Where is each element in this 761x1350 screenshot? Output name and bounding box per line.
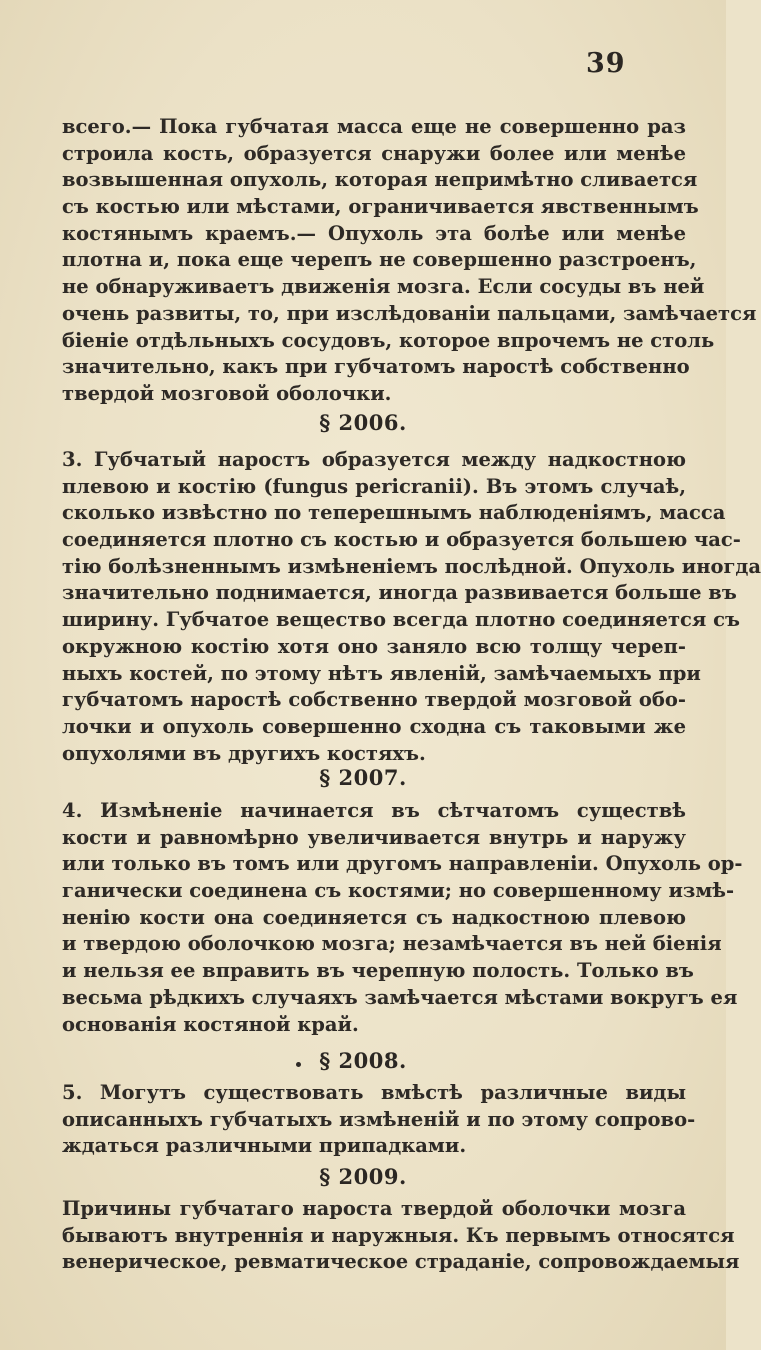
text-line: 5. Могутъ существовать вмѣстѣ различные виды (62, 1081, 686, 1104)
text-line: Причины губчатаго нароста твердой оболочки мозга (62, 1197, 686, 1220)
text-line: біеніе отдѣльныхъ сосудовъ, которое впрочемъ не столь (62, 328, 715, 352)
text-line: костянымъ краемъ.— Опухоль эта болѣе или менѣе (62, 221, 686, 245)
text-line: губчатомъ наростѣ собственно твердой мозговой обо- (62, 688, 686, 712)
text-line: строила кость, образуется снаружи более или менѣе (62, 141, 686, 165)
text-line: ждаться различными припадками. (62, 1134, 467, 1158)
text-line: возвышенная опухоль, которая непримѣтно сливается (62, 168, 698, 192)
text-line: опухолями въ другихъ костяхъ. (62, 741, 426, 765)
text-line: плотна и, пока еще черепъ не совершенно разстроенъ, (62, 248, 697, 272)
text-line: ненію кости она соединяется съ надкостною плевою (62, 905, 686, 929)
page-number: 39 (586, 48, 626, 79)
text-line: съ костью или мѣстами, ограничивается явственнымъ (62, 195, 699, 219)
text-line: очень развиты, то, при изслѣдованіи пальцами, замѣчается (62, 301, 757, 325)
text-line: кости и равномѣрно увеличивается внутрь и наружу (62, 825, 686, 849)
text-line: не обнаруживаетъ движенія мозга. Если сосуды въ ней (62, 275, 705, 299)
text-line: основанія костяной край. (62, 1012, 359, 1036)
section-heading-2006: § 2006. (319, 410, 407, 435)
text-line: и нельзя ее вправить въ черепную полость. Только въ (62, 959, 694, 983)
text-line: венерическое, ревматическое страданіе, сопровождаемыя (62, 1250, 740, 1274)
text-line: весьма рѣдкихъ случаяхъ замѣчается мѣстами вокругъ ея (62, 985, 738, 1009)
text-line: тію болѣзненнымъ измѣненіемъ послѣдной. Опухоль иногда (62, 554, 761, 578)
text-line: окружною костію хотя оно заняло всю толщу череп- (62, 634, 686, 658)
paragraph-2008 (62, 1080, 696, 1160)
section-heading-2007: § 2007. (319, 765, 407, 790)
text-line: всего.— Пока губчатая масса еще не совершенно раз (62, 115, 686, 138)
text-line: или только въ томъ или другомъ направленіи. Опухоль ор- (62, 852, 743, 876)
section-heading-2009: § 2009. (319, 1164, 407, 1189)
text-line: сколько извѣстно по теперешнымъ наблюденіямъ, масса (62, 501, 726, 525)
text-line: соединяется плотно съ костью и образуется большею час- (62, 528, 741, 552)
text-line: плевою и костію (fungus pericranii). Въ этомъ случаѣ, (62, 474, 686, 498)
text-line: значительно поднимается, иногда развивается больше въ (62, 581, 737, 605)
text-line: 3. Губчатый наростъ образуется между надкостною (62, 448, 686, 471)
text-line: бываютъ внутреннія и наружныя. Къ первымъ относятся (62, 1223, 735, 1247)
text-line: 4. Измѣненіе начинается въ сѣтчатомъ существѣ (62, 799, 686, 822)
text-line: и твердою оболочкою мозга; незамѣчается въ ней біенія (62, 932, 722, 956)
paragraph-2009 (62, 1196, 740, 1276)
paragraph-2007 (62, 798, 743, 1038)
text-line: ганически соединена съ костями; но совершенному измѣ- (62, 879, 735, 903)
paragraph-continuation (62, 114, 757, 408)
text-line: значительно, какъ при губчатомъ наростѣ собственно (62, 355, 690, 379)
text-line: лочки и опухоль совершенно сходна съ таковыми же (62, 714, 686, 738)
text-line: ширину. Губчатое вещество всегда плотно соединяется съ (62, 608, 740, 632)
text-line: твердой мозговой оболочки. (62, 381, 392, 405)
text-line: ныхъ костей, по этому нѣтъ явленій, замѣчаемыхъ при (62, 661, 701, 685)
section-heading-2008: § 2008. (319, 1048, 407, 1073)
paragraph-2006 (62, 447, 761, 767)
text-line: описанныхъ губчатыхъ измѣненій и по этому сопрово- (62, 1107, 696, 1131)
